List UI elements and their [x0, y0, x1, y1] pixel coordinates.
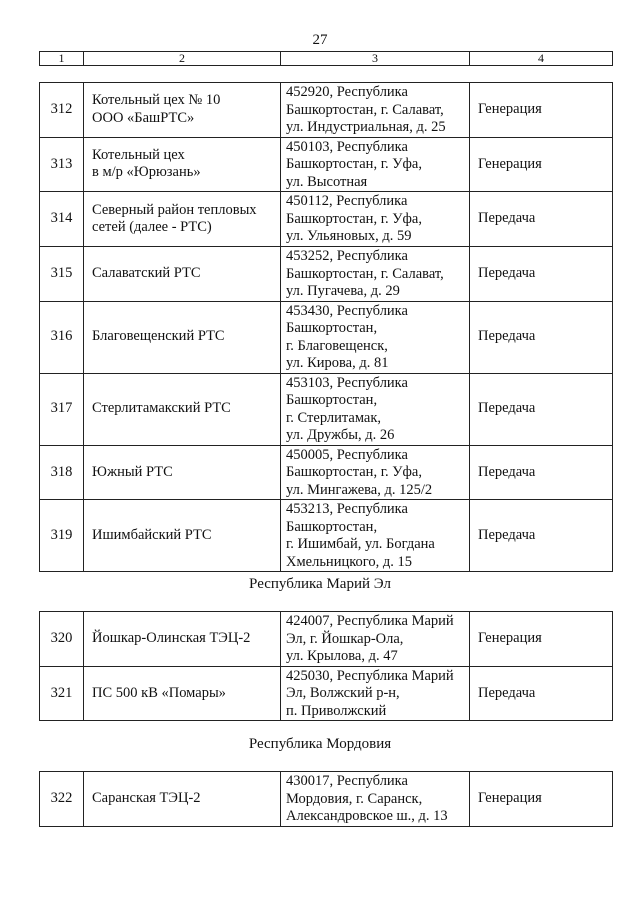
facility-address-line: 430017, Республика: [286, 773, 408, 789]
facility-name-line: ООО «БашРТС»: [92, 109, 195, 126]
table-row: [40, 666, 613, 721]
facility-address-line: ул. Дружбы, д. 26: [286, 427, 395, 443]
table-row: [40, 373, 613, 445]
facility-name: [84, 445, 281, 500]
facility-address-line: Башкортостан,: [286, 320, 378, 336]
table-row: [40, 247, 613, 302]
table-row: [40, 612, 613, 667]
table-row: [40, 83, 613, 138]
facility-address: [281, 247, 470, 302]
facility-address-line: ул. Пугачева, д. 29: [286, 283, 400, 299]
activity-type: Передача: [470, 301, 613, 373]
facility-address-line: Башкортостан,: [286, 518, 378, 535]
activity-type: Передача: [470, 666, 613, 721]
facility-name-line: Ишимбайский РТС: [92, 526, 212, 543]
facility-address-line: Башкортостан, г. Салават,: [286, 265, 444, 282]
row-number: 322: [40, 772, 84, 827]
section-title-mordovia: Республика Мордовия: [248, 736, 392, 752]
row-number: 314: [40, 192, 84, 247]
facility-address-line: г. Стерлитамак,: [286, 409, 382, 426]
column-header-table: [39, 51, 613, 66]
facility-address-line: Башкортостан,: [286, 392, 378, 408]
column-header-row: [40, 52, 613, 66]
activity-type: Передача: [470, 500, 613, 572]
facility-address: [281, 666, 470, 721]
facility-address-line: Эл, Волжский р-н,: [286, 685, 400, 701]
facility-name: [84, 500, 281, 572]
table-row: [40, 500, 613, 572]
row-number: 320: [40, 612, 84, 667]
activity-type: Передача: [470, 445, 613, 500]
facility-address-line: ул. Высотная: [286, 173, 368, 190]
facility-name-line: Салаватский РТС: [92, 265, 201, 281]
facility-address: [281, 137, 470, 192]
facility-address-line: ул. Ульяновых, д. 59: [286, 228, 412, 244]
facility-name-line: Благовещенский РТС: [92, 328, 225, 345]
facility-address-line: Башкортостан, г. Уфа,: [286, 156, 422, 172]
bashkortostan-facilities-table: [39, 82, 613, 572]
mordovia-facilities-table: [39, 771, 613, 827]
facility-address-line: 424007, Республика Марий: [286, 613, 454, 629]
facility-name: [84, 83, 281, 138]
facility-name: [84, 247, 281, 302]
facility-address-line: Башкортостан, г. Уфа,: [286, 464, 422, 480]
facility-address-line: Башкортостан, г. Уфа,: [286, 210, 422, 227]
row-number: 315: [40, 247, 84, 302]
activity-type: Передача: [470, 373, 613, 445]
column-header-3: 3: [281, 52, 470, 66]
facility-address-line: г. Ишимбай, ул. Богдана: [286, 536, 435, 552]
facility-name-line: Саранская ТЭЦ-2: [92, 790, 201, 806]
facility-address-line: 450112, Республика: [286, 193, 408, 209]
facility-name-line: Стерлитамакский РТС: [92, 400, 231, 417]
activity-type: Передача: [470, 247, 613, 302]
column-header-1: 1: [40, 52, 84, 66]
facility-address: [281, 612, 470, 667]
facility-address-line: 453430, Республика: [286, 302, 408, 319]
facility-address-line: 453103, Республика: [286, 374, 408, 391]
facility-name-line: Северный район тепловых: [92, 201, 257, 218]
facility-address: [281, 83, 470, 138]
activity-type: Генерация: [470, 137, 613, 192]
facility-address-line: ул. Мингажева, д. 125/2: [286, 481, 433, 498]
facility-address-line: Эл, г. Йошкар-Ола,: [286, 630, 404, 647]
activity-type: Генерация: [470, 772, 613, 827]
column-header-4: 4: [470, 52, 613, 66]
facility-address: [281, 500, 470, 572]
facility-address-line: г. Благовещенск,: [286, 337, 388, 354]
table-row: [40, 137, 613, 192]
facility-name: [84, 137, 281, 192]
facility-name: [84, 666, 281, 721]
facility-name: [84, 373, 281, 445]
page-number: 27: [312, 32, 328, 48]
facility-name: [84, 301, 281, 373]
facility-name: [84, 192, 281, 247]
facility-name-line: Котельный цех: [92, 146, 185, 163]
facility-name-line: Котельный цех № 10: [92, 92, 221, 109]
facility-address: [281, 192, 470, 247]
facility-address-line: Башкортостан, г. Салават,: [286, 101, 444, 118]
facility-address-line: ул. Кирова, д. 81: [286, 355, 389, 371]
facility-address-line: Хмельницкого, д. 15: [286, 553, 412, 570]
facility-name-line: ПС 500 кВ «Помары»: [92, 684, 226, 701]
facility-name: [84, 772, 281, 827]
section-title-mari-el: Республика Марий Эл: [249, 576, 391, 592]
table-row: [40, 301, 613, 373]
activity-type: Генерация: [470, 612, 613, 667]
activity-type: Генерация: [470, 83, 613, 138]
mari-el-facilities-table: [39, 611, 613, 721]
facility-address-line: 450005, Республика: [286, 446, 408, 463]
facility-address: [281, 373, 470, 445]
row-number: 319: [40, 500, 84, 572]
facility-address-line: 425030, Республика Марий: [286, 667, 454, 684]
facility-name-line: сетей (далее - РТС): [92, 219, 212, 235]
facility-address-line: Мордовия, г. Саранск,: [286, 790, 423, 807]
facility-name-line: в м/р «Юрюзань»: [92, 164, 201, 181]
facility-address-line: Александровское ш., д. 13: [286, 808, 448, 824]
facility-address-line: 453252, Республика: [286, 248, 408, 264]
facility-name-line: Южный РТС: [92, 463, 173, 480]
activity-type: Передача: [470, 192, 613, 247]
row-number: 316: [40, 301, 84, 373]
facility-address-line: ул. Индустриальная, д. 25: [286, 119, 446, 135]
row-number: 313: [40, 137, 84, 192]
facility-address-line: п. Приволжский: [286, 702, 387, 719]
facility-address: [281, 445, 470, 500]
facility-address: [281, 301, 470, 373]
table-row: [40, 445, 613, 500]
facility-name: [84, 612, 281, 667]
column-header-2: 2: [84, 52, 281, 66]
row-number: 318: [40, 445, 84, 500]
facility-name-line: Йошкар-Олинская ТЭЦ-2: [92, 630, 251, 646]
row-number: 317: [40, 373, 84, 445]
row-number: 312: [40, 83, 84, 138]
table-row: [40, 192, 613, 247]
facility-address-line: 450103, Республика: [286, 138, 408, 155]
facility-address-line: ул. Крылова, д. 47: [286, 648, 398, 664]
row-number: 321: [40, 666, 84, 721]
facility-address: [281, 772, 470, 827]
table-row: [40, 772, 613, 827]
facility-address-line: 453213, Республика: [286, 501, 408, 517]
facility-address-line: 452920, Республика: [286, 84, 408, 100]
